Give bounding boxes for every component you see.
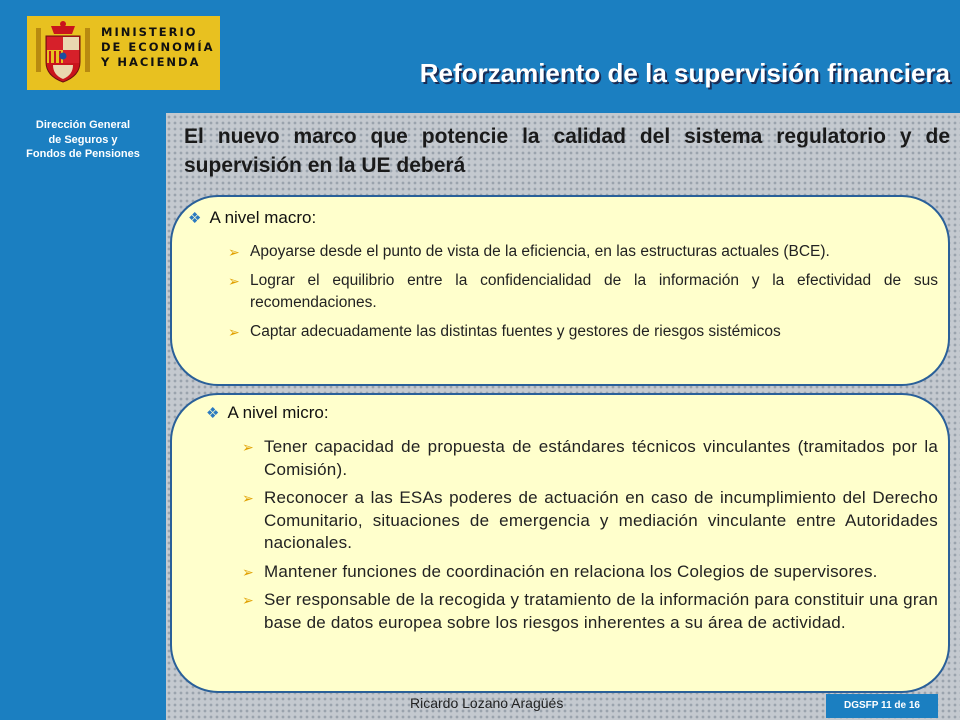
intro-paragraph: El nuevo marco que potencie la calidad del sistema regulatorio y de supervisión en la UE deberá [184, 125, 950, 177]
arrow-bullet-icon: ➢ [242, 592, 254, 608]
arrow-bullet-icon: ➢ [228, 324, 240, 340]
directorate-caption [0, 118, 166, 162]
macro-heading [188, 208, 316, 228]
slide-title: Reforzamiento de la supervisión financiera [419, 58, 950, 88]
micro-list [242, 436, 938, 640]
macro-panel [170, 195, 950, 386]
list-item-text: Tener capacidad de propuesta de estándares técnicos vinculantes (tramitados por la Comisión). [264, 437, 938, 479]
list-item-text: Ser responsable de la recogida y tratamiento de la información para constituir una gran base de datos europea sobre los riesgos inherentes a su área de actividad. [264, 590, 938, 632]
author-name: Ricardo Lozano Aragüés [410, 695, 564, 711]
list-item-text: Reconocer a las ESAs poderes de actuación en caso de incumplimiento del Derecho Comunitario, situaciones de emergencia y mediación vinculante entre Autoridades nacionales. [264, 488, 938, 552]
list-item [242, 436, 938, 481]
list-item-text: Captar adecuadamente las distintas fuentes y gestores de riesgos sistémicos [250, 323, 781, 340]
micro-heading [206, 403, 329, 423]
diamond-bullet-icon: ❖ [188, 210, 202, 227]
caption-line-2: de Seguros y [48, 133, 118, 146]
coat-of-arms-icon [33, 20, 93, 86]
caption-line-3: Fondos de Pensiones [26, 148, 140, 160]
ministry-name [101, 25, 215, 70]
arrow-bullet-icon: ➢ [242, 563, 254, 580]
arrow-bullet-icon: ➢ [242, 490, 254, 506]
macro-heading-text: A nivel macro: [209, 208, 317, 227]
sidebar [0, 0, 166, 720]
ministry-line-3: Y HACIENDA [101, 55, 201, 69]
page-number: DGSFP 11 de 16 [826, 694, 938, 718]
header-band [166, 0, 960, 113]
list-item [228, 321, 938, 343]
ministry-line-2: DE ECONOMÍA [101, 40, 215, 54]
ministry-line-1: MINISTERIO [101, 25, 198, 39]
list-item [242, 561, 938, 584]
diamond-bullet-icon: ❖ [206, 405, 220, 422]
list-item-text: Apoyarse desde el punto de vista de la eficiencia, en las estructuras actuales (BCE). [250, 243, 830, 260]
list-item [242, 589, 938, 634]
arrow-bullet-icon: ➢ [228, 244, 240, 260]
list-item [228, 270, 938, 314]
list-item [242, 487, 938, 555]
caption-line-1: Dirección General [35, 119, 131, 131]
arrow-bullet-icon: ➢ [228, 273, 240, 289]
list-item [228, 241, 938, 263]
arrow-bullet-icon: ➢ [242, 439, 254, 455]
list-item-text: Mantener funciones de coordinación en relaciona los Colegios de supervisores. [264, 561, 878, 581]
macro-list [228, 241, 938, 350]
ministry-logo [27, 16, 220, 90]
micro-panel [170, 393, 950, 693]
micro-heading-text: A nivel micro: [227, 403, 329, 422]
list-item-text: Lograr el equilibrio entre la confidencialidad de la información y la efectividad de sus recomendaciones. [250, 272, 938, 311]
